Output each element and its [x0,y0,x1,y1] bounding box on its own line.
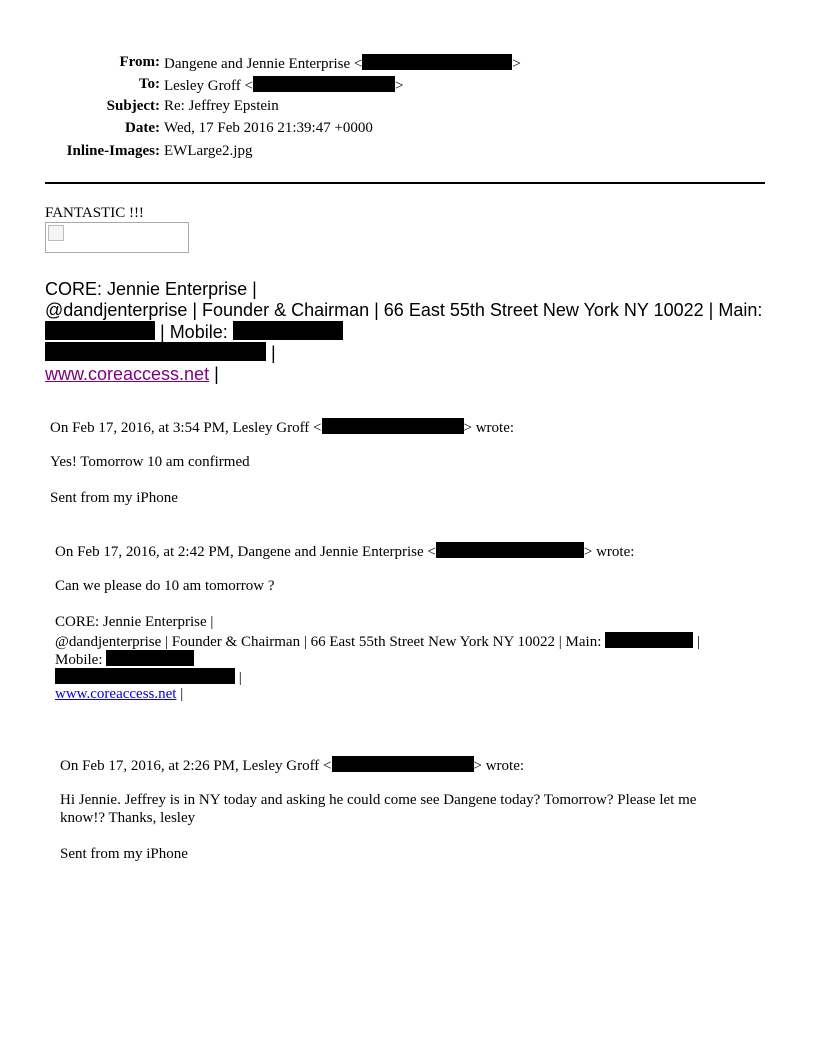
quote-2-signature-line-5 [55,686,183,703]
link-trailing-pipe: | [180,686,184,702]
to-close: > [395,78,404,94]
signature-line-4 [45,342,276,364]
signature-pipe: | [696,634,700,650]
signature-line-2: @dandjenterprise | Founder & Chairman | 66 East 55th Street New York NY 10022 | Main: [45,300,763,320]
redaction-block [45,342,266,361]
signature-pipe: | [238,670,242,686]
redaction-block [332,756,474,772]
signature-mobile-label: Mobile: [55,652,103,668]
reply-text: FANTASTIC !!! [45,205,144,221]
to-label: To: [138,76,160,92]
quote-1-attribution [50,418,514,437]
to-name: Lesley Groff < [164,78,253,94]
quote-2-signature-line-4 [55,668,242,687]
date-value: Wed, 17 Feb 2016 21:39:47 +0000 [164,120,373,136]
signature-line-3 [45,321,343,343]
redaction-block [45,321,155,340]
quote-3-text-line-1: Hi Jennie. Jeffrey is in NY today and asking he could come see Dangene today? Tomorrow? Please let me [60,792,697,808]
redaction-block [322,418,464,434]
signature-pipe: | [271,343,276,363]
signature-line-5 [45,364,219,385]
from-label: From: [119,54,160,70]
quote-3-text-line-2: know!? Thanks, lesley [60,810,196,826]
to-value [164,76,403,95]
quote-1-footer: Sent from my iPhone [50,490,178,506]
attribution-end: > wrote: [463,420,515,436]
quote-1-text: Yes! Tomorrow 10 am confirmed [50,454,250,470]
inline-images-value: EWLarge2.jpg [164,143,253,159]
redaction-block [106,650,194,666]
inline-images-label: Inline-Images: [66,143,160,159]
from-close: > [512,56,521,72]
header-divider [45,182,765,184]
broken-image-icon [48,225,64,241]
redaction-block [55,668,235,684]
quote-2-signature-line-2 [55,632,700,651]
quote-3-attribution [60,756,524,775]
attribution-text: On Feb 17, 2016, at 3:54 PM, Lesley Groff < [50,420,322,436]
signature-mobile-label: | Mobile: [160,322,228,342]
attribution-text: On Feb 17, 2016, at 2:42 PM, Dangene and Jennie Enterprise < [55,544,436,560]
redaction-block [605,632,693,648]
quote-2-signature-line-3 [55,650,194,669]
website-link[interactable]: www.coreaccess.net [45,364,210,384]
subject-label: Subject: [106,98,160,114]
quote-3-footer: Sent from my iPhone [60,846,188,862]
date-label: Date: [125,120,160,136]
broken-image-placeholder [45,222,189,253]
attribution-end: > wrote: [473,758,525,774]
redaction-block [362,54,512,70]
website-link[interactable]: www.coreaccess.net [55,686,177,702]
link-trailing-pipe: | [214,364,219,384]
redaction-block [436,542,584,558]
quote-2-signature-line-1: CORE: Jennie Enterprise | [55,614,214,630]
subject-value: Re: Jeffrey Epstein [164,98,279,114]
from-value [164,54,521,73]
quote-2-text: Can we please do 10 am tomorrow ? [55,578,275,594]
quote-2-attribution [55,542,634,561]
signature-text: @dandjenterprise | Founder & Chairman | 66 East 55th Street New York NY 10022 | Main: [55,634,602,650]
from-name: Dangene and Jennie Enterprise < [164,56,363,72]
attribution-end: > wrote: [583,544,635,560]
signature-line-1: CORE: Jennie Enterprise | [45,279,257,299]
redaction-block [233,321,343,340]
attribution-text: On Feb 17, 2016, at 2:26 PM, Lesley Groff < [60,758,332,774]
redaction-block [253,76,395,92]
